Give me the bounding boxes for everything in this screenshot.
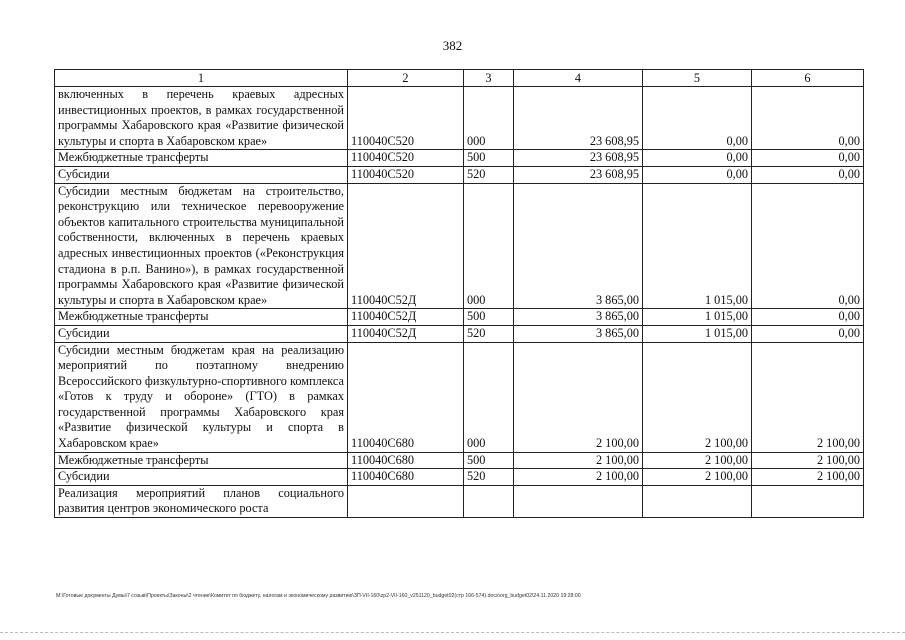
row-name [55, 485, 348, 517]
table-row [55, 309, 864, 326]
row-expense-type: 520 [464, 469, 514, 486]
row-value-6: 2 100,00 [752, 452, 864, 469]
row-name: Субсидии [55, 166, 348, 183]
row-value-5: 2 100,00 [643, 452, 752, 469]
row-target-code: 110040С680 [348, 452, 464, 469]
row-expense-type: 520 [464, 325, 514, 342]
table-row [55, 150, 864, 167]
row-value-5: 0,00 [643, 87, 752, 150]
row-value-4 [514, 485, 643, 517]
row-value-4: 3 865,00 [514, 309, 643, 326]
column-header-3: 3 [464, 70, 514, 87]
row-value-5: 1 015,00 [643, 325, 752, 342]
row-value-5: 0,00 [643, 150, 752, 167]
row-value-4: 3 865,00 [514, 325, 643, 342]
row-expense-type: 000 [464, 87, 514, 150]
table-row [55, 166, 864, 183]
row-expense-type [464, 485, 514, 517]
row-expense-type: 500 [464, 309, 514, 326]
row-value-4: 2 100,00 [514, 469, 643, 486]
page-edge-divider [0, 632, 905, 634]
row-target-code [348, 485, 464, 517]
row-value-6: 2 100,00 [752, 342, 864, 452]
row-name: Субсидии [55, 325, 348, 342]
budget-table [54, 69, 864, 518]
row-value-5: 2 100,00 [643, 469, 752, 486]
row-value-6: 2 100,00 [752, 469, 864, 486]
row-target-code: 110040С520 [348, 150, 464, 167]
row-target-code: 110040С52Д [348, 183, 464, 309]
column-header-1: 1 [55, 70, 348, 87]
column-header-4: 4 [514, 70, 643, 87]
table-row [55, 183, 864, 309]
row-expense-type: 000 [464, 183, 514, 309]
row-value-6: 0,00 [752, 309, 864, 326]
row-value-5 [643, 485, 752, 517]
table-row [55, 485, 864, 517]
document-path-footer: М:\Готовые документы Думы\7 созыв\Проекты\Законы\2 чтение\Комитет по бюджету, налогам и экономическому развитию\ЗП-VII-160\zp2-VII-160_v251120_budget02(стр 166-574).docx\org_budget02\24.11.2020 19:28:00 [56, 593, 581, 599]
row-value-5: 1 015,00 [643, 183, 752, 309]
row-value-4: 2 100,00 [514, 452, 643, 469]
row-value-4: 23 608,95 [514, 166, 643, 183]
row-name: включенных в перечень краевых адресных инвестиционных проектов, в рамках государственной программы Хабаровского края «Развитие физической культуры и спорта в Хабаровском крае» [55, 87, 348, 150]
row-name-text: Реализация мероприятий планов социального развития центров экономического роста [58, 485, 344, 516]
column-header-2: 2 [348, 70, 464, 87]
table-row [55, 469, 864, 486]
row-value-6: 0,00 [752, 166, 864, 183]
page-number: 382 [442, 38, 463, 53]
row-name: Субсидии местным бюджетам на строительство, реконструкцию или техническое перевооружение объектов капитального строительства муниципальной собственности, включенных в перечень краевых адресных инвестиционных проектов («Реконструкция стадиона в р.п. Ванино»), в рамках государственной программы Хабаровского края «Развитие физической культуры и спорта в Хабаровском крае» [55, 183, 348, 309]
row-expense-type: 500 [464, 150, 514, 167]
row-value-6: 0,00 [752, 183, 864, 309]
row-value-4: 2 100,00 [514, 342, 643, 452]
row-name: Межбюджетные трансферты [55, 452, 348, 469]
row-value-6 [752, 485, 864, 517]
row-value-6: 0,00 [752, 150, 864, 167]
row-target-code: 110040С520 [348, 87, 464, 150]
row-target-code: 110040С520 [348, 166, 464, 183]
row-expense-type: 500 [464, 452, 514, 469]
table-header-row [55, 70, 864, 87]
column-header-6: 6 [752, 70, 864, 87]
row-value-5: 0,00 [643, 166, 752, 183]
row-value-4: 23 608,95 [514, 87, 643, 150]
column-header-5: 5 [643, 70, 752, 87]
row-value-5: 1 015,00 [643, 309, 752, 326]
row-name: Межбюджетные трансферты [55, 309, 348, 326]
row-expense-type: 520 [464, 166, 514, 183]
row-value-5: 2 100,00 [643, 342, 752, 452]
row-target-code: 110040С52Д [348, 309, 464, 326]
row-name: Субсидии местным бюджетам края на реализацию мероприятий по поэтапному внедрению Всероссийского физкультурно-спортивного комплекса «Готов к труду и обороне» (ГТО) в рамках государственной программы Хабаровского края «Развитие физической культуры и спорта в Хабаровском крае» [55, 342, 348, 452]
row-target-code: 110040С680 [348, 469, 464, 486]
row-name: Субсидии [55, 469, 348, 486]
row-value-6: 0,00 [752, 87, 864, 150]
table-row [55, 342, 864, 452]
row-target-code: 110040С680 [348, 342, 464, 452]
table-row [55, 325, 864, 342]
row-target-code: 110040С52Д [348, 325, 464, 342]
table-row [55, 87, 864, 150]
row-expense-type: 000 [464, 342, 514, 452]
row-value-4: 3 865,00 [514, 183, 643, 309]
row-name: Межбюджетные трансферты [55, 150, 348, 167]
table-row [55, 452, 864, 469]
row-value-6: 0,00 [752, 325, 864, 342]
row-value-4: 23 608,95 [514, 150, 643, 167]
